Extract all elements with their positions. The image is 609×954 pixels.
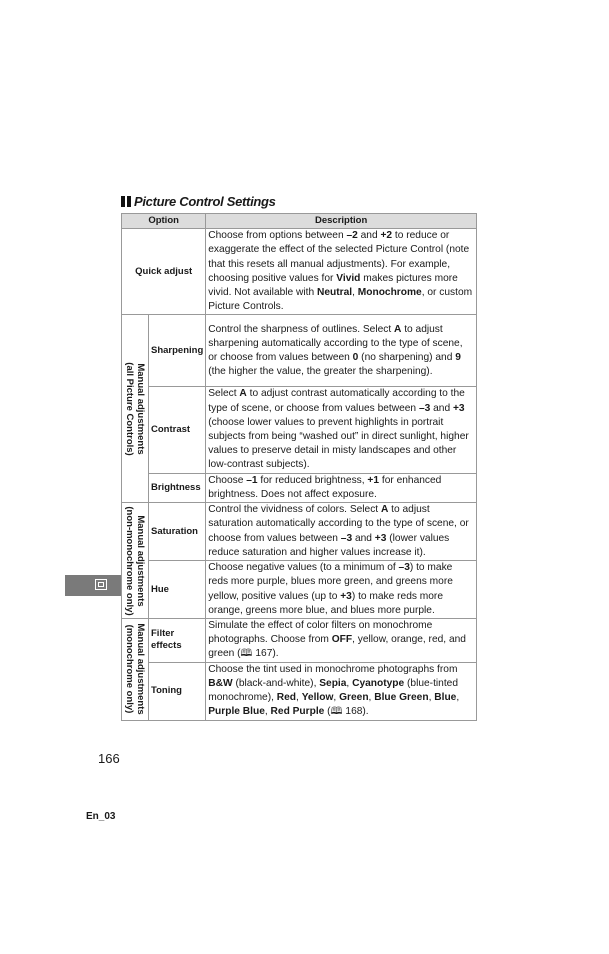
table-row-sharpening: [122, 315, 477, 387]
description-filter-effects: Simulate the effect of color filters on monochrome photographs. Choose from OFF, yellow, orange, red, and green (🕮 167).: [206, 619, 477, 663]
description-contrast: Select A to adjust contrast automatically according to the type of scene, or choose from values between –3 and +3 (choose lower values to prevent highlights in portrait subjects from being “washed out” in direct sunlight, higher values to preserve detail in misty landscapes and other low-contrast subjects).: [206, 387, 477, 473]
description-hue: Choose negative values (to a minimum of –3) to make reds more purple, blues more green, and greens more yellow, positive values (up to +3) to make reds more orange, greens more blue, and blues more purple.: [206, 561, 477, 619]
table-row-toning: [122, 662, 477, 720]
page-number: 166: [98, 751, 120, 766]
option-hue: Hue: [149, 561, 206, 619]
table-row-brightness: [122, 473, 477, 502]
footer-code: En_03: [86, 811, 116, 822]
option-contrast: Contrast: [149, 387, 206, 473]
description-brightness: Choose –1 for reduced brightness, +1 for enhanced brightness. Does not affect exposure.: [206, 473, 477, 502]
option-saturation: Saturation: [149, 503, 206, 561]
section-heading: [121, 194, 276, 209]
picture-control-icon: [95, 579, 107, 590]
description-toning: Choose the tint used in monochrome photographs from B&W (black-and-white), Sepia, Cyanotype (blue-tinted monochrome), Red, Yellow, Green, Blue Green, Blue, Purple Blue, Red Purple (🕮 168).: [206, 662, 477, 720]
table-row-contrast: [122, 387, 477, 473]
book-icon: 🕮: [240, 648, 253, 660]
header-description: Description: [206, 214, 477, 229]
table-row-quick-adjust: [122, 229, 477, 315]
chapter-tab: [65, 575, 121, 596]
table-row-saturation: [122, 503, 477, 561]
group-manual-monochrome: Manual adjustments (monochrome only): [122, 619, 149, 721]
option-sharpening: Sharpening: [149, 315, 206, 387]
option-quick-adjust: Quick adjust: [122, 229, 206, 315]
description-sharpening: Control the sharpness of outlines. Select A to adjust sharpening automatically according to the type of scene, or choose from values between 0 (no sharpening) and 9 (the higher the value, the greater the sharpening).: [206, 315, 477, 387]
section-title: Picture Control Settings: [134, 194, 276, 209]
table-row-hue: [122, 561, 477, 619]
table-row-filter-effects: [122, 619, 477, 663]
book-icon: 🕮: [330, 706, 343, 718]
header-option: Option: [122, 214, 206, 229]
description-quick-adjust: Choose from options between –2 and +2 to reduce or exaggerate the effect of the selected Picture Control (note that this resets all manual adjustments). For example, choosing positive values for Vivid makes pictures more vivid. Not available with Neutral, Monochrome, or custom Picture Controls.: [206, 229, 477, 315]
table-header-row: [122, 214, 477, 229]
option-brightness: Brightness: [149, 473, 206, 502]
group-manual-non-monochrome: Manual adjustments (non-monochrome only): [122, 503, 149, 619]
heading-marker-icon: [121, 196, 131, 207]
option-filter-effects: Filter effects: [149, 619, 206, 663]
group-manual-all: Manual adjustments (all Picture Controls): [122, 315, 149, 503]
picture-control-settings-table: [121, 213, 477, 721]
description-saturation: Control the vividness of colors. Select A to adjust saturation automatically according to the type of scene, or choose from values between –3 and +3 (lower values reduce saturation and higher values increase it).: [206, 503, 477, 561]
option-toning: Toning: [149, 662, 206, 720]
